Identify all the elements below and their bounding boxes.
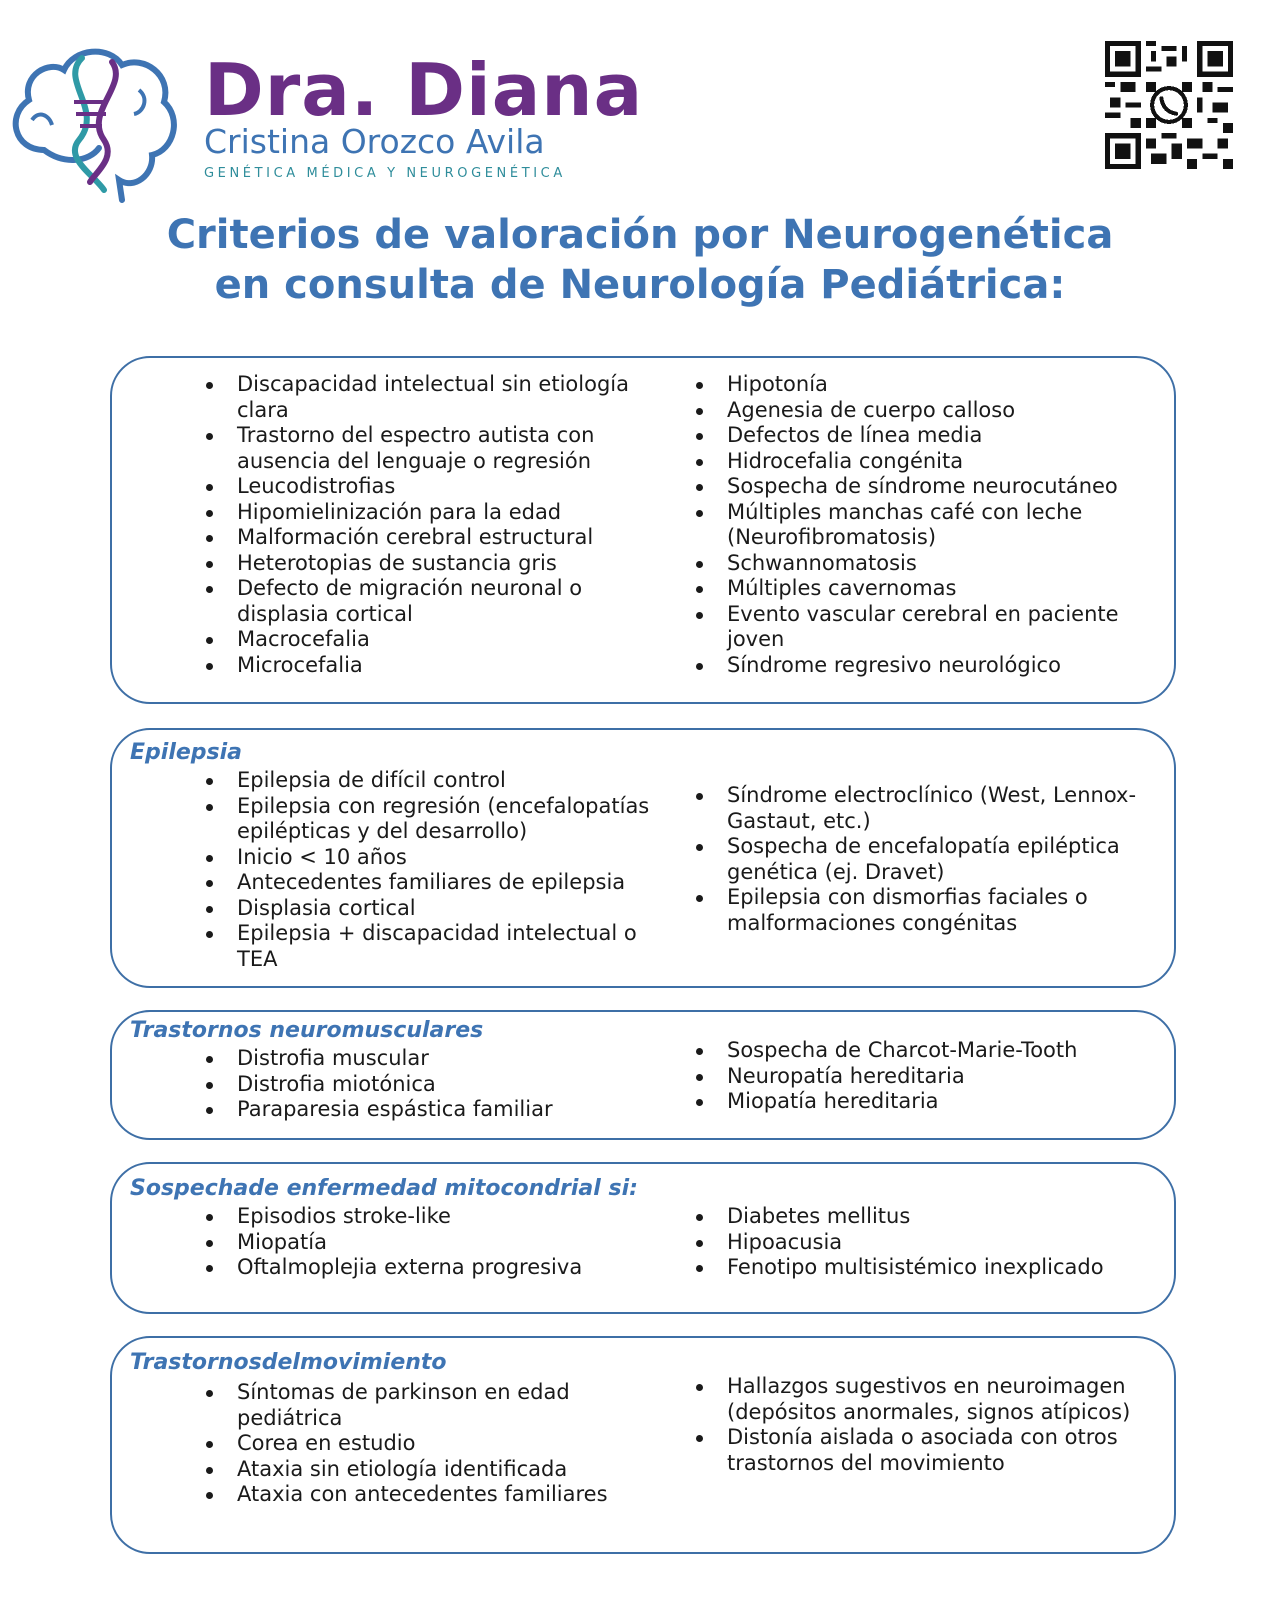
brand-subname: Cristina Orozco Avila <box>204 122 545 161</box>
list-item: Agenesia de cuerpo calloso <box>696 398 1156 424</box>
list-item: Distonía aislada o asociada con otros trastornos del movimiento <box>696 1425 1156 1476</box>
list-item: Miopatía hereditaria <box>696 1089 1156 1115</box>
section-mitocondrial-right-list <box>696 1204 1156 1281</box>
list-item: Síndrome regresivo neurológico <box>696 653 1156 679</box>
section-general-criteria <box>110 356 1176 704</box>
list-item: Antecedentes familiares de epilepsia <box>206 870 666 896</box>
page-title-line-1: Criterios de valoración por Neurogenética <box>166 212 1114 258</box>
list-item: Síndrome electroclínico (West, Lennox- Gastaut, etc.) <box>696 783 1156 834</box>
list-item: Ataxia con antecedentes familiares <box>206 1482 666 1508</box>
section-general-right-list <box>696 372 1156 678</box>
list-item: Paraparesia espástica familiar <box>206 1097 666 1123</box>
list-item: Fenotipo multisistémico inexplicado <box>696 1255 1156 1281</box>
brain-dna-logo-icon <box>4 40 184 205</box>
list-item: Trastorno del espectro autista con ausencia del lenguaje o regresión <box>206 423 666 474</box>
section-movimiento-left-list <box>206 1380 666 1508</box>
section-epilepsia <box>110 728 1176 988</box>
list-item: Epilepsia con dismorfias faciales o malformaciones congénitas <box>696 885 1156 936</box>
list-item: Distrofia miotónica <box>206 1072 666 1098</box>
brand-tagline: GENÉTICA MÉDICA Y NEUROGENÉTICA <box>204 166 566 181</box>
list-item: Corea en estudio <box>206 1431 666 1457</box>
list-item: Miopatía <box>206 1230 666 1256</box>
section-neuromusculares <box>110 1010 1176 1140</box>
list-item: Inicio < 10 años <box>206 845 666 871</box>
page-title-line-2: en consulta de Neurología Pediátrica: <box>214 262 1066 308</box>
list-item: Hallazgos sugestivos en neuroimagen (depósitos anormales, signos atípicos) <box>696 1374 1156 1425</box>
section-mitocondrial-left-list <box>206 1204 666 1281</box>
list-item: Sospecha de Charcot-Marie-Tooth <box>696 1038 1156 1064</box>
list-item: Oftalmoplejia externa progresiva <box>206 1255 666 1281</box>
list-item: Epilepsia de difícil control <box>206 768 666 794</box>
section-epilepsia-left-list <box>206 768 666 972</box>
list-item: Defectos de línea media <box>696 423 1156 449</box>
list-item: Macrocefalia <box>206 627 666 653</box>
list-item: Diabetes mellitus <box>696 1204 1156 1230</box>
brand-name: Dra. Diana <box>204 48 644 132</box>
brand <box>204 48 644 181</box>
list-item: Distrofia muscular <box>206 1046 666 1072</box>
list-item: Hidrocefalia congénita <box>696 449 1156 475</box>
section-title: Sospechade enfermedad mitocondrial si: <box>130 1176 638 1201</box>
list-item: Síntomas de parkinson en edad pediátrica <box>206 1380 666 1431</box>
whatsapp-qr-code-icon[interactable] <box>1105 41 1233 169</box>
section-neuromusculares-right-list <box>696 1038 1156 1115</box>
section-neuromusculares-left-list <box>206 1046 666 1123</box>
list-item: Múltiples manchas café con leche (Neurofibromatosis) <box>696 500 1156 551</box>
list-item: Epilepsia + discapacidad intelectual o TEA <box>206 921 666 972</box>
list-item: Schwannomatosis <box>696 551 1156 577</box>
section-movimiento <box>110 1336 1176 1554</box>
list-item: Sospecha de síndrome neurocutáneo <box>696 474 1156 500</box>
list-item: Episodios stroke-like <box>206 1204 666 1230</box>
section-title: Trastornos neuromusculares <box>130 1018 484 1043</box>
section-general-left-list <box>206 372 666 678</box>
page-title <box>0 210 1280 310</box>
list-item: Discapacidad intelectual sin etiología clara <box>206 372 666 423</box>
header <box>0 0 1280 205</box>
section-movimiento-right-list <box>696 1374 1156 1476</box>
list-item: Ataxia sin etiología identificada <box>206 1457 666 1483</box>
list-item: Sospecha de encefalopatía epiléptica genética (ej. Dravet) <box>696 834 1156 885</box>
list-item: Hipotonía <box>696 372 1156 398</box>
list-item: Heterotopias de sustancia gris <box>206 551 666 577</box>
section-mitocondrial <box>110 1162 1176 1314</box>
section-title: Trastornosdelmovimiento <box>130 1350 447 1375</box>
list-item: Defecto de migración neuronal o displasia cortical <box>206 576 666 627</box>
list-item: Leucodistrofias <box>206 474 666 500</box>
list-item: Malformación cerebral estructural <box>206 525 666 551</box>
list-item: Hipomielinización para la edad <box>206 500 666 526</box>
list-item: Displasia cortical <box>206 896 666 922</box>
list-item: Múltiples cavernomas <box>696 576 1156 602</box>
list-item: Epilepsia con regresión (encefalopatías epilépticas y del desarrollo) <box>206 794 666 845</box>
list-item: Evento vascular cerebral en paciente joven <box>696 602 1156 653</box>
list-item: Neuropatía hereditaria <box>696 1064 1156 1090</box>
list-item: Microcefalia <box>206 653 666 679</box>
list-item: Hipoacusia <box>696 1230 1156 1256</box>
section-epilepsia-right-list <box>696 783 1156 936</box>
section-title: Epilepsia <box>130 740 243 765</box>
